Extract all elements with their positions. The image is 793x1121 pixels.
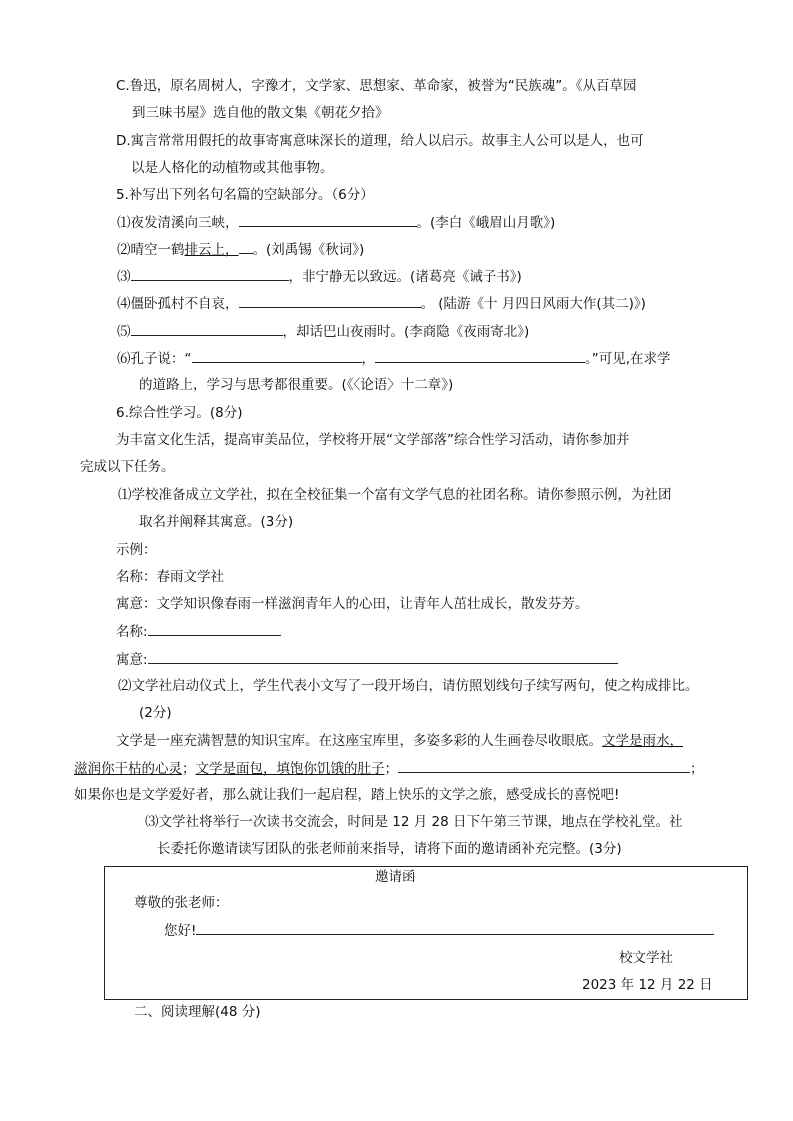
q6-title: 6.综合性学习。(8分) — [116, 405, 243, 421]
q5-item6-line2: 的道路上，学习与思考都很重要。(《〈论语〉十二章》) — [139, 377, 454, 393]
q5-item4-blank[interactable] — [239, 293, 421, 308]
q6-sub1-line2: 取名并阐释其寓意。(3分) — [139, 514, 294, 530]
q5-item1-blank[interactable] — [239, 212, 417, 227]
invitation-box — [104, 866, 748, 1000]
example-meaning: 寓意：文学知识像春雨一样滋润青年人的心田，让青年人茁壮成长，散发芬芳。 — [116, 596, 589, 612]
passage-semicolon-1: ； — [384, 761, 398, 777]
invitation-signature: 校文学社 — [619, 950, 673, 966]
invitation-salutation: 尊敬的张老师： — [134, 895, 229, 911]
name-blank[interactable] — [148, 621, 281, 636]
passage-line1-underlined: 文学是雨水， — [602, 733, 683, 749]
example-label: 示例： — [116, 542, 157, 558]
q5-item5-prefix: ⑸ — [117, 324, 131, 340]
q5-item6 — [117, 348, 671, 369]
option-c-line2: 到三味书屋》选自他的散文集《朝花夕拾》 — [132, 105, 389, 121]
q5-item3-blank[interactable] — [131, 266, 289, 281]
passage-blank[interactable] — [398, 758, 690, 773]
meaning-blank[interactable] — [148, 649, 618, 664]
name-row — [116, 621, 281, 642]
q6-intro-line2: 完成以下任务。 — [80, 459, 175, 475]
q6-sub3-line2: 长委托你邀请读写团队的张老师前来指导，请将下面的邀请函补充完整。(3分) — [157, 841, 622, 857]
q5-item2-suffix: 。(刘禹锡《秋词》) — [252, 242, 365, 258]
q6-sub1-line1: ⑴学校准备成立文学社，拟在全校征集一个富有文学气息的社团名称。请你参照示例，为社团 — [118, 487, 672, 503]
q5-item5-blank[interactable] — [131, 321, 283, 336]
q5-item6-comma: ， — [361, 351, 375, 367]
q5-item1 — [117, 212, 555, 233]
q5-item1-prefix: ⑴夜发清溪向三峡， — [117, 215, 239, 231]
passage-underlined-2: 文学是面包，填饱你饥饿的肚子 — [195, 761, 385, 777]
invitation-title: 邀请函 — [375, 869, 416, 885]
option-d-line1: D.寓言常常用假托的故事寄寓意味深长的道理，给人以启示。故事主人公可以是人，也可 — [116, 133, 644, 149]
q5-item6-blank1[interactable] — [192, 348, 362, 363]
q5-item2-blank[interactable] — [239, 239, 253, 254]
q5-item4 — [117, 293, 646, 314]
q5-item2 — [117, 239, 364, 260]
invitation-greeting-row — [164, 920, 714, 941]
example-name: 名称：春雨文学社 — [116, 569, 224, 585]
q5-item4-suffix: 。 (陆游《十 月四日风雨大作(其二)》) — [420, 296, 646, 312]
meaning-row — [116, 649, 618, 670]
invitation-body-blank[interactable] — [196, 920, 714, 935]
q5-title: 5.补写出下列名句名篇的空缺部分。（6分） — [116, 187, 374, 203]
q5-item5-suffix: ，却话巴山夜雨时。(李商隐《夜雨寄北》) — [282, 324, 530, 340]
passage-underlined-1: 滋润你干枯的心灵 — [74, 761, 182, 777]
section2-title: 二、阅读理解(48 分) — [134, 1004, 261, 1020]
passage-line1-plain: 文学是一座充满智慧的知识宝库。在这座宝库里，多姿多彩的人生画卷尽收眼底。 — [116, 733, 602, 749]
invitation-date: 2023 年 12 月 22 日 — [582, 977, 713, 993]
q5-item1-suffix: 。(李白《峨眉山月歌》) — [416, 215, 556, 231]
q5-item3-prefix: ⑶ — [117, 269, 131, 285]
q6-sub2-line2: (2分) — [139, 705, 172, 721]
q5-item5 — [117, 321, 529, 342]
q5-item3-suffix: ，非宁静无以致远。(诸葛亮《诫子书》) — [288, 269, 522, 285]
q5-item6-prefix: ⑹孔子说：“ — [117, 351, 192, 367]
meaning-label: 寓意: — [116, 652, 148, 668]
invitation-greeting: 您好! — [164, 923, 197, 939]
passage-line1 — [116, 731, 683, 751]
q5-item4-prefix: ⑷僵卧孤村不自哀， — [117, 296, 239, 312]
q5-item6-suffix: 。”可见,在求学 — [585, 351, 671, 367]
q5-item2-prefix: ⑵晴空一鹤 — [117, 242, 185, 258]
passage-separator: ； — [182, 761, 196, 777]
q6-intro-line1: 为丰富文化生活，提高审美品位，学校将开展“文学部落”综合性学习活动，请你参加并 — [116, 432, 630, 448]
q5-item2-underlined: 排云上， — [184, 242, 239, 258]
q5-item3 — [117, 266, 522, 287]
option-c-line1: C.鲁迅，原名周树人，字豫才，文学家、思想家、革命家，被誉为“民族魂”。《从百草园 — [116, 78, 637, 94]
option-d-line2: 以是人格化的动植物或其他事物。 — [131, 160, 334, 176]
passage-line2 — [74, 758, 704, 779]
passage-semicolon-2: ； — [690, 761, 704, 777]
name-label: 名称: — [116, 624, 148, 640]
passage-line3: 如果你也是文学爱好者，那么就让我们一起启程，踏上快乐的文学之旅，感受成长的喜悦吧! — [74, 787, 620, 803]
q6-sub3-line1: ⑶文学社将举行一次读书交流会，时间是 12 月 28 日下午第三节课，地点在学校礼堂。社 — [145, 814, 683, 830]
q5-item6-blank2[interactable] — [375, 348, 585, 363]
q6-sub2-line1: ⑵文学社启动仪式上，学生代表小文写了一段开场白，请仿照划线句子续写两句，使之构成排比。 — [118, 678, 699, 694]
